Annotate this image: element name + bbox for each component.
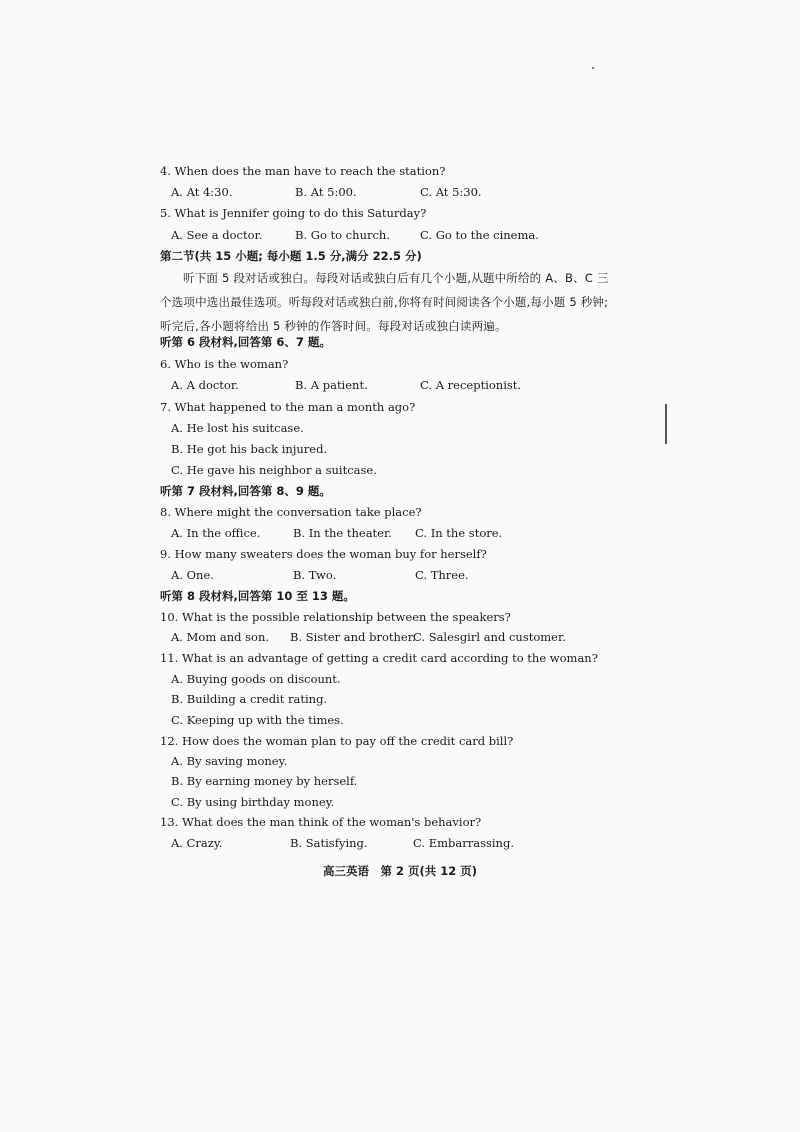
question-4-option-c: C. At 5:30. xyxy=(420,185,482,199)
question-10-option-a: A. Mom and son. xyxy=(171,630,270,644)
material-8-heading: 听第 8 段材料,回答第 10 至 13 题。 xyxy=(160,589,355,603)
question-5-option-a: A. See a doctor. xyxy=(171,228,263,242)
question-7-option-a: A. He lost his suitcase. xyxy=(171,421,304,435)
question-9-option-a: A. One. xyxy=(171,568,214,582)
question-12-option-a: A. By saving money. xyxy=(171,754,288,768)
question-7-stem: 7. What happened to the man a month ago? xyxy=(160,400,416,414)
question-9-option-c: C. Three. xyxy=(415,568,469,582)
material-7-heading: 听第 7 段材料,回答第 8、9 题。 xyxy=(160,484,331,498)
question-13-option-c: C. Embarrassing. xyxy=(413,836,514,850)
question-10-option-c: C. Salesgirl and customer. xyxy=(413,630,566,644)
scan-margin-mark xyxy=(665,404,667,444)
question-13-option-b: B. Satisfying. xyxy=(290,836,368,850)
question-6-option-b: B. A patient. xyxy=(295,378,368,392)
question-6-option-a: A. A doctor. xyxy=(171,378,239,392)
question-12-option-c: C. By using birthday money. xyxy=(171,795,335,809)
question-5-option-b: B. Go to church. xyxy=(295,228,390,242)
question-11-option-b: B. Building a credit rating. xyxy=(171,692,328,706)
question-8-option-b: B. In the theater. xyxy=(293,526,392,540)
question-11-stem: 11. What is an advantage of getting a credit card according to the woman? xyxy=(160,651,598,665)
question-4-stem: 4. When does the man have to reach the station? xyxy=(160,164,446,178)
question-12-option-b: B. By earning money by herself. xyxy=(171,774,358,788)
question-7-option-b: B. He got his back injured. xyxy=(171,442,328,456)
question-9-option-b: B. Two. xyxy=(293,568,337,582)
material-6-heading: 听第 6 段材料,回答第 6、7 题。 xyxy=(160,335,331,349)
question-11-option-a: A. Buying goods on discount. xyxy=(171,672,341,686)
question-8-stem: 8. Where might the conversation take place? xyxy=(160,505,422,519)
question-7-option-c: C. He gave his neighbor a suitcase. xyxy=(171,463,377,477)
question-11-option-c: C. Keeping up with the times. xyxy=(171,713,344,727)
question-9-stem: 9. How many sweaters does the woman buy for herself? xyxy=(160,547,487,561)
question-4-option-b: B. At 5:00. xyxy=(295,185,357,199)
question-5-stem: 5. What is Jennifer going to do this Saturday? xyxy=(160,206,427,220)
question-6-stem: 6. Who is the woman? xyxy=(160,357,289,371)
question-8-option-a: A. In the office. xyxy=(171,526,261,540)
question-13-stem: 13. What does the man think of the woman's behavior? xyxy=(160,815,482,829)
question-6-option-c: C. A receptionist. xyxy=(420,378,522,392)
question-10-stem: 10. What is the possible relationship between the speakers? xyxy=(160,610,511,624)
question-10-option-b: B. Sister and brother. xyxy=(290,630,416,644)
section-2-heading: 第二节(共 15 小题; 每小题 1.5 分,满分 22.5 分) xyxy=(160,249,422,263)
question-13-option-a: A. Crazy. xyxy=(171,836,223,850)
question-4-option-a: A. At 4:30. xyxy=(171,185,233,199)
page-footer: 高三英语 第 2 页(共 12 页) xyxy=(322,864,478,878)
section-2-instructions: 听下面 5 段对话或独白。每段对话或独白后有几个小题,从题中所给的 A、B、C 三个选项中选出最佳选项。听每段对话或独白前,你将有时间阅读各个小题,每小题 5 秒钟;听完后,各小题将给出 5 秒钟的作答时间。每段对话或独白读两遍。 xyxy=(160,271,609,333)
question-12-stem: 12. How does the woman plan to pay off the credit card bill? xyxy=(160,734,514,748)
question-8-option-c: C. In the store. xyxy=(415,526,503,540)
scan-speck xyxy=(592,67,594,69)
question-5-option-c: C. Go to the cinema. xyxy=(420,228,539,242)
